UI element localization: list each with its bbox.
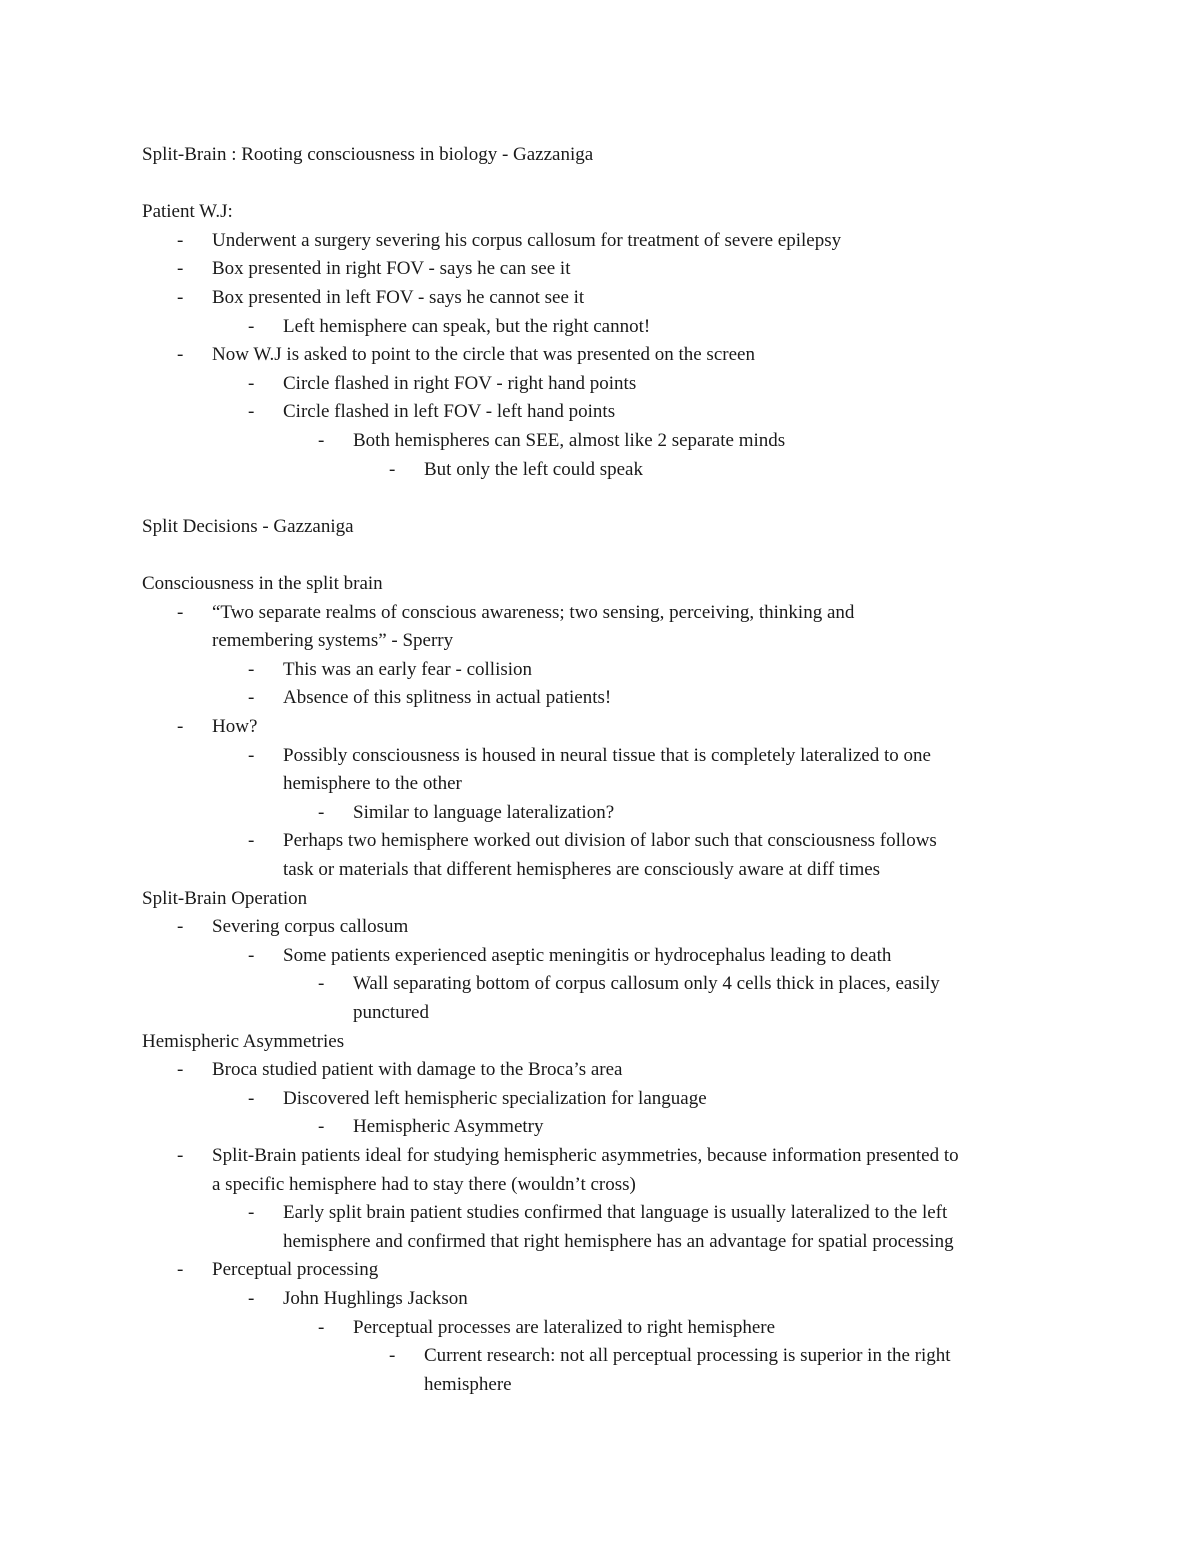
list-bullet: - [318, 430, 325, 451]
list-bullet: - [248, 1087, 255, 1109]
list-item-text: “Two separate realms of conscious awareness; two sensing, perceiving, thinking and [212, 601, 855, 623]
list-item-text: Box presented in left FOV - says he cannot see it [212, 287, 585, 308]
list-bullet: - [389, 1345, 396, 1367]
list-item-text: But only the left could speak [424, 458, 643, 480]
list-bullet: - [177, 1259, 184, 1281]
list-item-text: Perceptual processing [212, 1259, 379, 1281]
list-item-text: Now W.J is asked to point to the circle that was presented on the screen [212, 344, 755, 366]
list-item-text: Absence of this splitness in actual patients! [283, 687, 612, 709]
list-bullet: - [248, 315, 255, 337]
list-bullet: - [248, 830, 255, 852]
list-item-text: Circle flashed in left FOV - left hand points [283, 401, 616, 423]
list-bullet: - [318, 1116, 325, 1138]
list-bullet: - [248, 944, 255, 966]
list-item-text: Possibly consciousness is housed in neural tissue that is completely lateralized to one [283, 744, 931, 766]
list-item-text: task or materials that different hemispheres are consciously aware at diff times [283, 859, 881, 880]
list-item-text: Wall separating bottom of corpus callosum only 4 cells thick in places, easily [353, 973, 940, 995]
section-heading: Hemispheric Asymmetries [142, 1030, 345, 1052]
list-bullet: - [248, 658, 255, 680]
list-item-text: Perceptual processes are lateralized to right hemisphere [353, 1316, 776, 1338]
list-bullet: - [177, 1059, 184, 1081]
list-bullet: - [177, 716, 184, 737]
list-bullet: - [248, 1288, 255, 1309]
list-item-text: Perhaps two hemisphere worked out division of labor such that consciousness follows [283, 830, 937, 852]
list-item-text: hemisphere and confirmed that right hemisphere has an advantage for spatial processing [283, 1230, 954, 1252]
list-bullet: - [177, 287, 184, 308]
list-item-text: Discovered left hemispheric specialization for language [283, 1087, 707, 1109]
list-item-text: John Hughlings Jackson [283, 1288, 468, 1309]
section-heading: Split-Brain Operation [142, 887, 308, 909]
section-heading: Split-Brain : Rooting consciousness in biology - Gazzaniga [142, 144, 594, 165]
list-bullet: - [248, 401, 255, 423]
list-item-text: Underwent a surgery severing his corpus callosum for treatment of severe epilepsy [212, 229, 842, 251]
list-item-text: Box presented in right FOV - says he can see it [212, 258, 571, 280]
list-bullet: - [248, 744, 255, 766]
list-item-text: This was an early fear - collision [283, 658, 533, 680]
list-bullet: - [177, 1145, 184, 1166]
section-heading: Patient W.J: [142, 201, 233, 223]
list-bullet: - [248, 372, 255, 394]
section-heading: Split Decisions - Gazzaniga [142, 515, 354, 537]
list-item-text: a specific hemisphere had to stay there (wouldn’t cross) [212, 1173, 636, 1195]
list-item-text: remembering systems” - Sperry [212, 630, 454, 652]
list-item-text: Both hemispheres can SEE, almost like 2 separate minds [353, 430, 786, 451]
list-item-text: How? [212, 716, 258, 737]
list-item-text: hemisphere [424, 1373, 512, 1395]
list-item-text: Circle flashed in right FOV - right hand points [283, 372, 637, 394]
list-item-text: hemisphere to the other [283, 773, 462, 795]
list-item-text: punctured [353, 1002, 429, 1023]
list-bullet: - [177, 258, 184, 280]
list-bullet: - [177, 916, 184, 938]
list-item-text: Current research: not all perceptual processing is superior in the right [424, 1345, 951, 1367]
section-heading: Consciousness in the split brain [142, 573, 383, 594]
list-item-text: Broca studied patient with damage to the Broca’s area [212, 1059, 623, 1081]
list-bullet: - [248, 687, 255, 709]
list-bullet: - [318, 801, 325, 823]
list-item-text: Early split brain patient studies confirmed that language is usually lateralized to the left [283, 1202, 948, 1224]
list-item-text: Left hemisphere can speak, but the right cannot! [283, 315, 651, 337]
list-item-text: Split-Brain patients ideal for studying hemispheric asymmetries, because information presented to [212, 1145, 959, 1166]
list-bullet: - [389, 458, 396, 480]
list-bullet: - [177, 229, 184, 251]
list-bullet: - [177, 344, 184, 366]
list-item-text: Some patients experienced aseptic meningitis or hydrocephalus leading to death [283, 944, 892, 966]
list-bullet: - [248, 1202, 255, 1224]
list-item-text: Severing corpus callosum [212, 916, 409, 938]
list-bullet: - [177, 601, 184, 623]
list-item-text: Hemispheric Asymmetry [353, 1116, 544, 1138]
list-item-text: Similar to language lateralization? [353, 801, 615, 823]
list-bullet: - [318, 973, 325, 995]
list-bullet: - [318, 1316, 325, 1338]
